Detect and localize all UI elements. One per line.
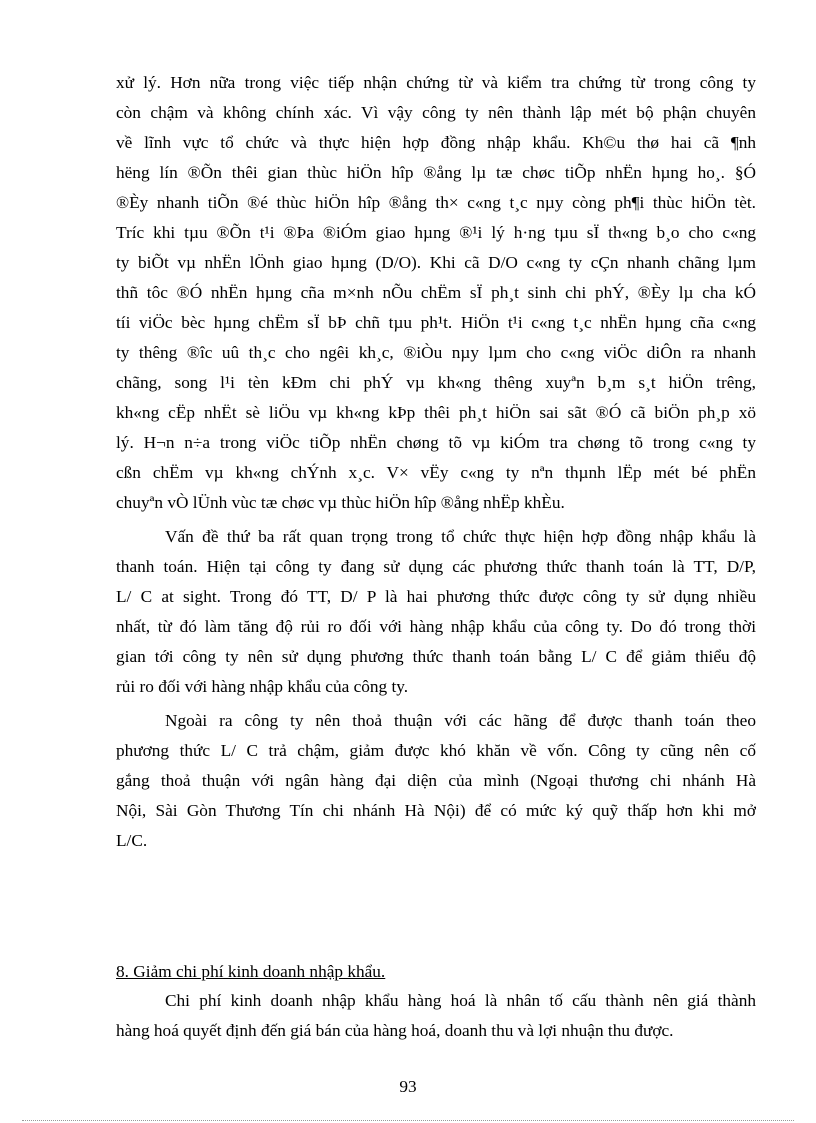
text-line: thanh toán. Hiện tại công ty đang sử dụng các phương thức thanh toán là TT, D/P,	[116, 557, 756, 576]
text-line: hëng lín ®Õn thêi gian thùc hiÖn hîp ®ång lµ tæ chøc tiÕp nhËn hµng ho¸. §Ó	[116, 163, 756, 182]
text-line: hàng hoá quyết định đến giá bán của hàng hoá, doanh thu và lợi nhuận thu được.	[116, 1021, 674, 1040]
text-line: chuyªn vÒ lÜnh vùc tæ chøc vµ thùc hiÖn hîp ®ång nhËp khÈu.	[116, 493, 565, 512]
text-line: rủi ro đối với hàng nhập khẩu của công ty.	[116, 677, 409, 696]
text-line: còn chậm và không chính xác. Vì vậy công ty nên thành lập mét bộ phận chuyên	[116, 103, 756, 122]
page-bottom-divider	[22, 1120, 794, 1121]
text-line: L/ C at sight. Trong đó TT, D/ P là hai phương thức được công ty sử dụng nhiều	[116, 587, 756, 606]
text-line: nhất, từ đó làm tăng độ rủi ro đối với hàng nhập khẩu của công ty. Do đó trong thời	[116, 617, 756, 636]
text-line: L/C.	[116, 831, 148, 850]
text-line: xử lý. Hơn nữa trong việc tiếp nhận chứng từ và kiểm tra chứng từ trong công ty	[116, 73, 756, 92]
text-line: chãng, song l¹i tèn kÐm chi phÝ vµ kh«ng thêng xuyªn b¸m s¸t hiÖn trêng,	[116, 373, 756, 392]
section-heading: 8. Giảm chi phí kinh doanh nhập khẩu.	[116, 962, 386, 981]
text-line: Vấn đề thứ ba rất quan trọng trong tổ chức thực hiện hợp đồng nhập khẩu là	[165, 527, 756, 546]
text-line: gắng thoả thuận với ngân hàng đại diện của mình (Ngoại thương chi nhánh Hà	[116, 771, 756, 790]
text-line: Tríc khi tµu ®Õn t¹i ®Þa ®iÓm giao hµng ®¹i lý h·ng tµu sÏ th«ng b¸o cho c«ng	[116, 223, 756, 242]
text-line: phương thức L/ C trả chậm, giảm được khó khăn về vốn. Công ty cũng nên cố	[116, 741, 756, 760]
text-line: gian tới công ty nên sử dụng phương thức thanh toán bằng L/ C để giảm thiểu độ	[116, 647, 756, 666]
text-line: lý. H¬n n÷a trong viÖc tiÕp nhËn chøng tõ vµ kiÓm tra chøng tõ trong c«ng ty	[116, 433, 756, 452]
text-line: cßn chËm vµ kh«ng chÝnh x¸c. V× vËy c«ng ty nªn thµnh lËp mét bé phËn	[116, 463, 756, 482]
text-line: ty biÕt vµ nhËn lÖnh giao hµng (D/O). Khi cã D/O c«ng ty cÇn nhanh chãng lµm	[116, 253, 756, 272]
text-line: về lĩnh vực tổ chức và thực hiện hợp đồng nhập khẩu. Kh©u thø hai cã ¶nh	[116, 133, 756, 152]
page-number: 93	[399, 1077, 417, 1096]
text-line: thñ tôc ®Ó nhËn hµng cña m×nh nÕu chËm sÏ ph¸t sinh chi phÝ, ®Èy lµ cha kÓ	[116, 283, 756, 302]
text-line: Nội, Sài Gòn Thương Tín chi nhánh Hà Nội) để có mức ký quỹ thấp hơn khi mở	[116, 801, 756, 820]
text-line: Chi phí kinh doanh nhập khẩu hàng hoá là nhân tố cấu thành nên giá thành	[165, 991, 756, 1010]
text-line: Ngoài ra công ty nên thoả thuận với các hãng để được thanh toán theo	[165, 711, 756, 730]
text-line: tíi viÖc bèc hµng chËm sÏ bÞ chñ tµu ph¹t. HiÖn t¹i c«ng t¸c nhËn hµng cña c«ng	[116, 313, 756, 332]
text-line: ty thêng ®îc uû th¸c cho ngêi kh¸c, ®iÒu nµy lµm cho c«ng viÖc diÔn ra nhanh	[116, 343, 756, 362]
text-line: kh«ng cËp nhËt sè liÖu vµ kh«ng kÞp thêi ph¸t hiÖn sai sãt ®Ó cã biÖn ph¸p xö	[116, 403, 756, 422]
text-line: ®Èy nhanh tiÕn ®é thùc hiÖn hîp ®ång th× c«ng t¸c nµy còng ph¶i thùc hiÖn tèt.	[116, 193, 756, 212]
